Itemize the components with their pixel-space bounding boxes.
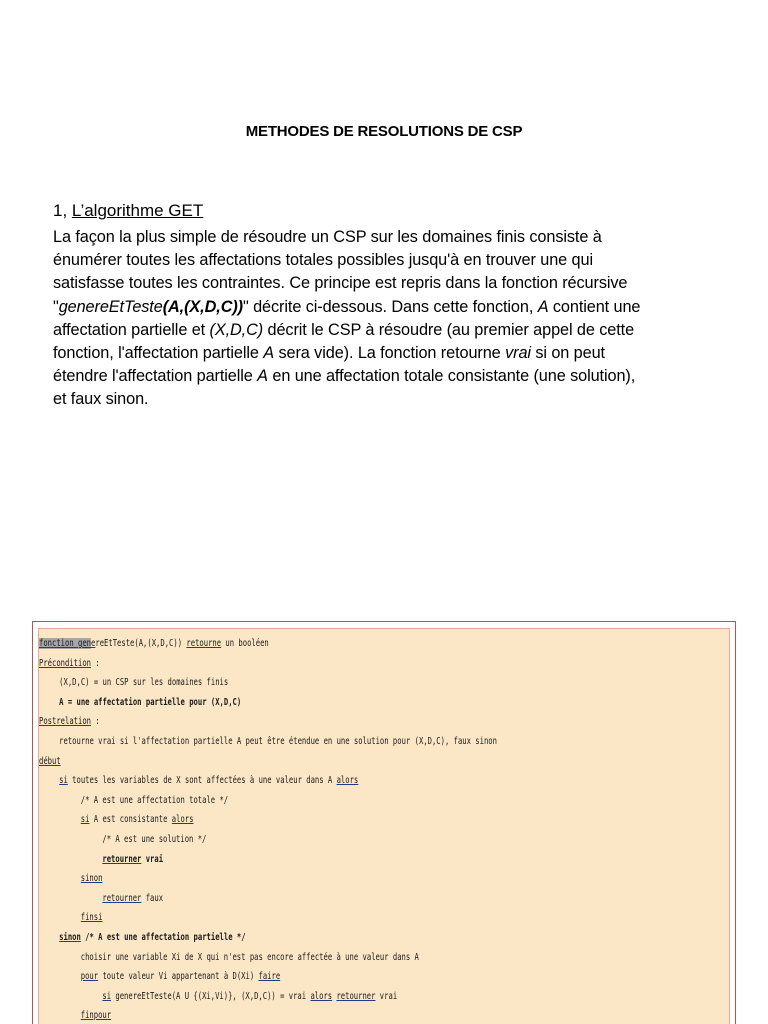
function-name: genereEtTeste (58, 297, 163, 316)
selected-text: fonction gen (39, 638, 92, 649)
code-line (39, 673, 497, 693)
code-keyword: finsi (80, 912, 103, 924)
code-keyword: Postrelation (39, 716, 92, 728)
text-fragment: fonction, l'affectation partielle (53, 344, 264, 363)
code-text: A est consistante (89, 814, 172, 826)
csp-tuple: (X,D,C) (209, 320, 264, 339)
paragraph-line (53, 296, 733, 319)
code-keyword: alors (336, 775, 359, 787)
code-keyword: retourner (336, 990, 376, 1002)
text-fragment: étendre l'affectation partielle (53, 367, 258, 386)
function-args: (A,(X,D,C)) (162, 297, 243, 316)
code-keyword: Précondition (39, 657, 92, 669)
paragraph-line (53, 319, 733, 342)
code-text: un booléen (221, 638, 269, 649)
code-keyword: sinon (80, 873, 103, 885)
code-line (39, 948, 497, 968)
code-line (39, 889, 497, 909)
code-line (39, 850, 497, 870)
code-keyword: si (80, 814, 90, 826)
paragraph-line: La façon la plus simple de résoudre un CSP sur les domaines finis consiste à (53, 228, 602, 246)
text-fragment: si on peut (530, 344, 605, 363)
code-lines (39, 634, 497, 1024)
code-line (39, 830, 497, 850)
code-keyword: finpour (80, 1010, 112, 1022)
code-line (39, 987, 497, 1007)
code-line (39, 712, 497, 732)
code-line (39, 654, 497, 674)
code-comment: /* A est une affectation partielle */ (80, 931, 246, 943)
code-text: A = une affectation partielle pour (X,D,C) (59, 696, 242, 708)
code-keyword: si (59, 775, 68, 787)
paragraph-line: satisfasse toutes les contraintes. Ce principe est repris dans la fonction récursive (53, 274, 628, 293)
code-text: faux (141, 892, 164, 904)
text-fragment: décrit le CSP à résoudre (au premier appel de cette (263, 320, 635, 339)
keyword-vrai: vrai (505, 344, 531, 363)
code-keyword: retourner (102, 892, 142, 904)
text-fragment: sera vide). La fonction retourne (274, 344, 506, 363)
variable-a: A (263, 344, 275, 363)
code-line (39, 634, 497, 654)
paragraph-line: énumérer toutes les affectations totales possibles jusqu'à en trouver une qui (53, 251, 593, 270)
code-text: : (91, 716, 100, 728)
text-fragment: contient une (548, 297, 641, 316)
code-keyword: alors (310, 990, 333, 1002)
code-line (39, 908, 497, 928)
code-line (39, 693, 497, 713)
code-keyword: si (102, 990, 112, 1002)
code-block (38, 628, 730, 1024)
intro-paragraph (53, 226, 733, 412)
paragraph-line (53, 365, 733, 388)
section-title: L’algorithme GET (71, 201, 204, 220)
document-title: METHODES DE RESOLUTIONS DE CSP (245, 123, 523, 140)
code-line (39, 1006, 497, 1024)
code-line (39, 869, 497, 889)
algorithm-figure (32, 621, 736, 1024)
code-keyword: pour (80, 971, 99, 983)
code-keyword: alors (171, 814, 194, 826)
code-line (39, 928, 497, 948)
code-line (39, 967, 497, 987)
code-comment: /* A est une affectation totale */ (80, 794, 229, 806)
code-line (39, 732, 497, 752)
section-number: 1, (53, 201, 68, 220)
code-keyword: retourne (186, 638, 222, 649)
variable-a: A (537, 297, 549, 316)
code-text: vrai (141, 853, 164, 865)
code-text: (X,D,C) = un CSP sur les domaines finis (59, 677, 229, 689)
code-text: retourne vrai si l'affectation partielle A peut être étendue en une solution pour (X,D,C), faux sinon (59, 735, 497, 747)
section-heading (53, 201, 203, 221)
code-keyword: sinon (59, 931, 81, 943)
code-text: reEtTeste(A,(X,D,C)) (95, 638, 187, 649)
variable-a: A (257, 367, 268, 386)
code-text: choisir une variable Xi de X qui n'est pas encore affectée à une valeur dans A (80, 951, 419, 963)
code-text: : (91, 657, 100, 669)
code-keyword: début (39, 755, 61, 767)
code-text: genereEtTeste(A U {(Xi,Vi)}, (X,D,C)) = vrai (111, 990, 311, 1002)
code-keyword: retourner (102, 853, 142, 865)
text-fragment: " décrite ci-dessous. Dans cette fonction, (243, 297, 538, 316)
paragraph-line: et faux sinon. (53, 390, 149, 409)
code-line (39, 752, 497, 772)
code-text: vrai (375, 990, 398, 1002)
text-fragment: en une affectation totale consistante (une solution), (267, 367, 636, 386)
text-fragment: affectation partielle et (53, 320, 210, 339)
code-text: toute valeur Vi appartenant à D(Xi) (98, 971, 259, 983)
code-text: toutes les variables de X sont affectées à une valeur dans A (67, 775, 337, 787)
code-keyword: faire (258, 971, 281, 983)
code-line (39, 791, 497, 811)
code-line (39, 810, 497, 830)
code-comment: /* A est une solution */ (102, 833, 207, 845)
text-fragment: " (53, 297, 59, 316)
code-keyword: e (91, 638, 96, 649)
code-line (39, 771, 497, 791)
paragraph-line (53, 342, 733, 365)
